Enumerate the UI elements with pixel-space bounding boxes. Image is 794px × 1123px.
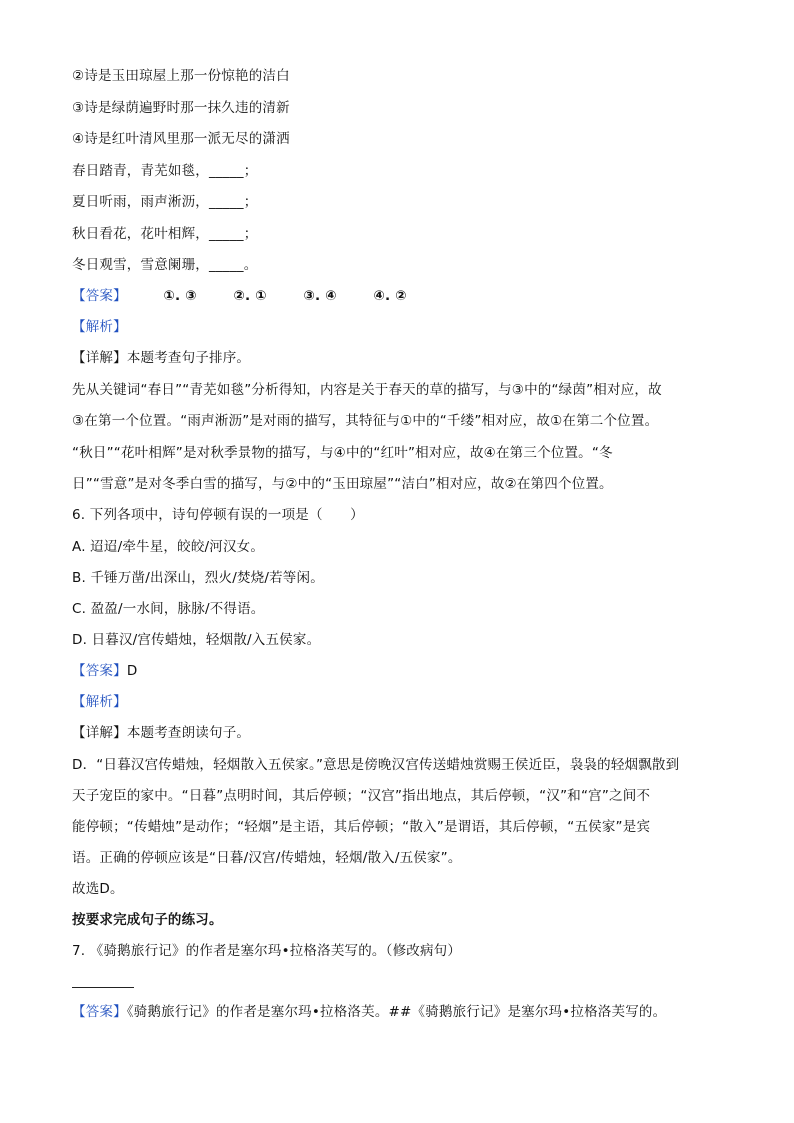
blank-line-spring: 春日踏青，青芜如毯，_____； — [72, 163, 258, 179]
blank-line-summer: 夏日听雨，雨声淅沥，_____； — [72, 194, 258, 210]
q5-answer-line — [72, 286, 407, 306]
q7-answer: 《骑鹅旅行记》的作者是塞尔玛•拉格洛芙。##《骑鹅旅行记》是塞尔玛•拉格洛芙写的。 — [126, 1004, 667, 1020]
q6-answer-label: 【答案】 — [72, 663, 127, 679]
q6-explanation-2: 天子宠臣的家中。“日暮”点明时间，其后停顿；“汉宫”指出地点，其后停顿，“汉”和“宫”之间不 — [72, 788, 651, 804]
q6-explanation-4: 语。正确的停顿应该是“日暮/汉宫/传蜡烛，轻烟/散入/五侯家”。 — [72, 850, 462, 866]
q6-option-a: A. 迢迢/牵牛星，皎皎/河汉女。 — [72, 539, 265, 555]
q5-answer-label: 【答案】 — [72, 288, 127, 304]
q5-detail-line — [72, 348, 250, 368]
q5-answer-1: ①. ③ — [163, 288, 197, 304]
q5-analysis-label: 【解析】 — [72, 319, 127, 335]
q6-option-b: B. 千锤万凿/出深山，烈火/焚烧/若等闲。 — [72, 570, 324, 586]
q6-explanation-3: 能停顿；“传蜡烛”是动作；“轻烟”是主语，其后停顿；“散入”是谓语，其后停顿，“五侯家”是宾 — [72, 819, 651, 835]
section-heading: 按要求完成句子的练习。 — [72, 912, 223, 928]
q5-answer-4: ④. ② — [373, 288, 407, 304]
option-line-3: ③诗是绿荫遍野时那一抹久违的清新 — [72, 100, 290, 116]
q7-answer-label: 【答案】 — [72, 1004, 127, 1020]
q6-detail-text: 本题考查朗读句子。 — [126, 725, 251, 741]
q5-answer-2: ②. ① — [233, 288, 267, 304]
option-line-2: ②诗是玉田琼屋上那一份惊艳的洁白 — [72, 68, 290, 84]
q5-answer-3: ③. ④ — [303, 288, 337, 304]
blank-line-winter: 冬日观雪，雪意阑珊，_____。 — [72, 257, 258, 273]
blank-line-autumn: 秋日看花，花叶相辉，_____； — [72, 226, 258, 242]
option-line-4: ④诗是红叶清风里那一派无尽的潇洒 — [72, 131, 290, 147]
q5-explanation-3: “秋日”“花叶相辉”是对秋季景物的描写，与④中的“红叶”相对应，故④在第三个位置。“冬 — [72, 445, 613, 461]
q5-explanation-1: 先从关键词“春日”“青芜如毯”分析得知，内容是关于春天的草的描写，与③中的“绿茵”相对应，故 — [72, 382, 662, 398]
q5-explanation-2: ③在第一个位置。“雨声淅沥”是对雨的描写，其特征与①中的“千缕”相对应，故①在第二个位置。 — [72, 413, 659, 429]
q6-conclusion: 故选D。 — [72, 881, 124, 897]
q6-explanation-1: D．“日暮汉宫传蜡烛，轻烟散入五侯家。”意思是傍晚汉宫传送蜡烛赏赐王侯近臣，袅袅的轻烟飘散到 — [72, 757, 680, 773]
q7-answer-line — [72, 1002, 666, 1022]
q6-option-d: D. 日暮汉/宫传蜡烛，轻烟散/入五侯家。 — [72, 632, 321, 648]
q5-detail-label: 【详解】 — [72, 350, 127, 366]
q5-explanation-4: 日”“雪意”是对冬季白雪的描写，与②中的“玉田琼屋”“洁白”相对应，故②在第四个位置。 — [72, 476, 613, 492]
q6-detail-line — [72, 723, 250, 743]
q6-detail-label: 【详解】 — [72, 725, 127, 741]
q7-stem: 7. 《骑鹅旅行记》的作者是塞尔玛•拉格洛芙写的。（修改病句） — [72, 943, 462, 959]
q6-answer-line — [72, 661, 137, 681]
answer-blank-rule — [72, 987, 134, 988]
q6-stem: 6. 下列各项中，诗句停顿有误的一项是（ ） — [72, 507, 364, 523]
q5-detail-text: 本题考查句子排序。 — [126, 350, 251, 366]
q6-option-c: C. 盈盈/一水间，脉脉/不得语。 — [72, 601, 265, 617]
q6-analysis-label: 【解析】 — [72, 694, 127, 710]
q6-answer: D — [126, 663, 138, 679]
